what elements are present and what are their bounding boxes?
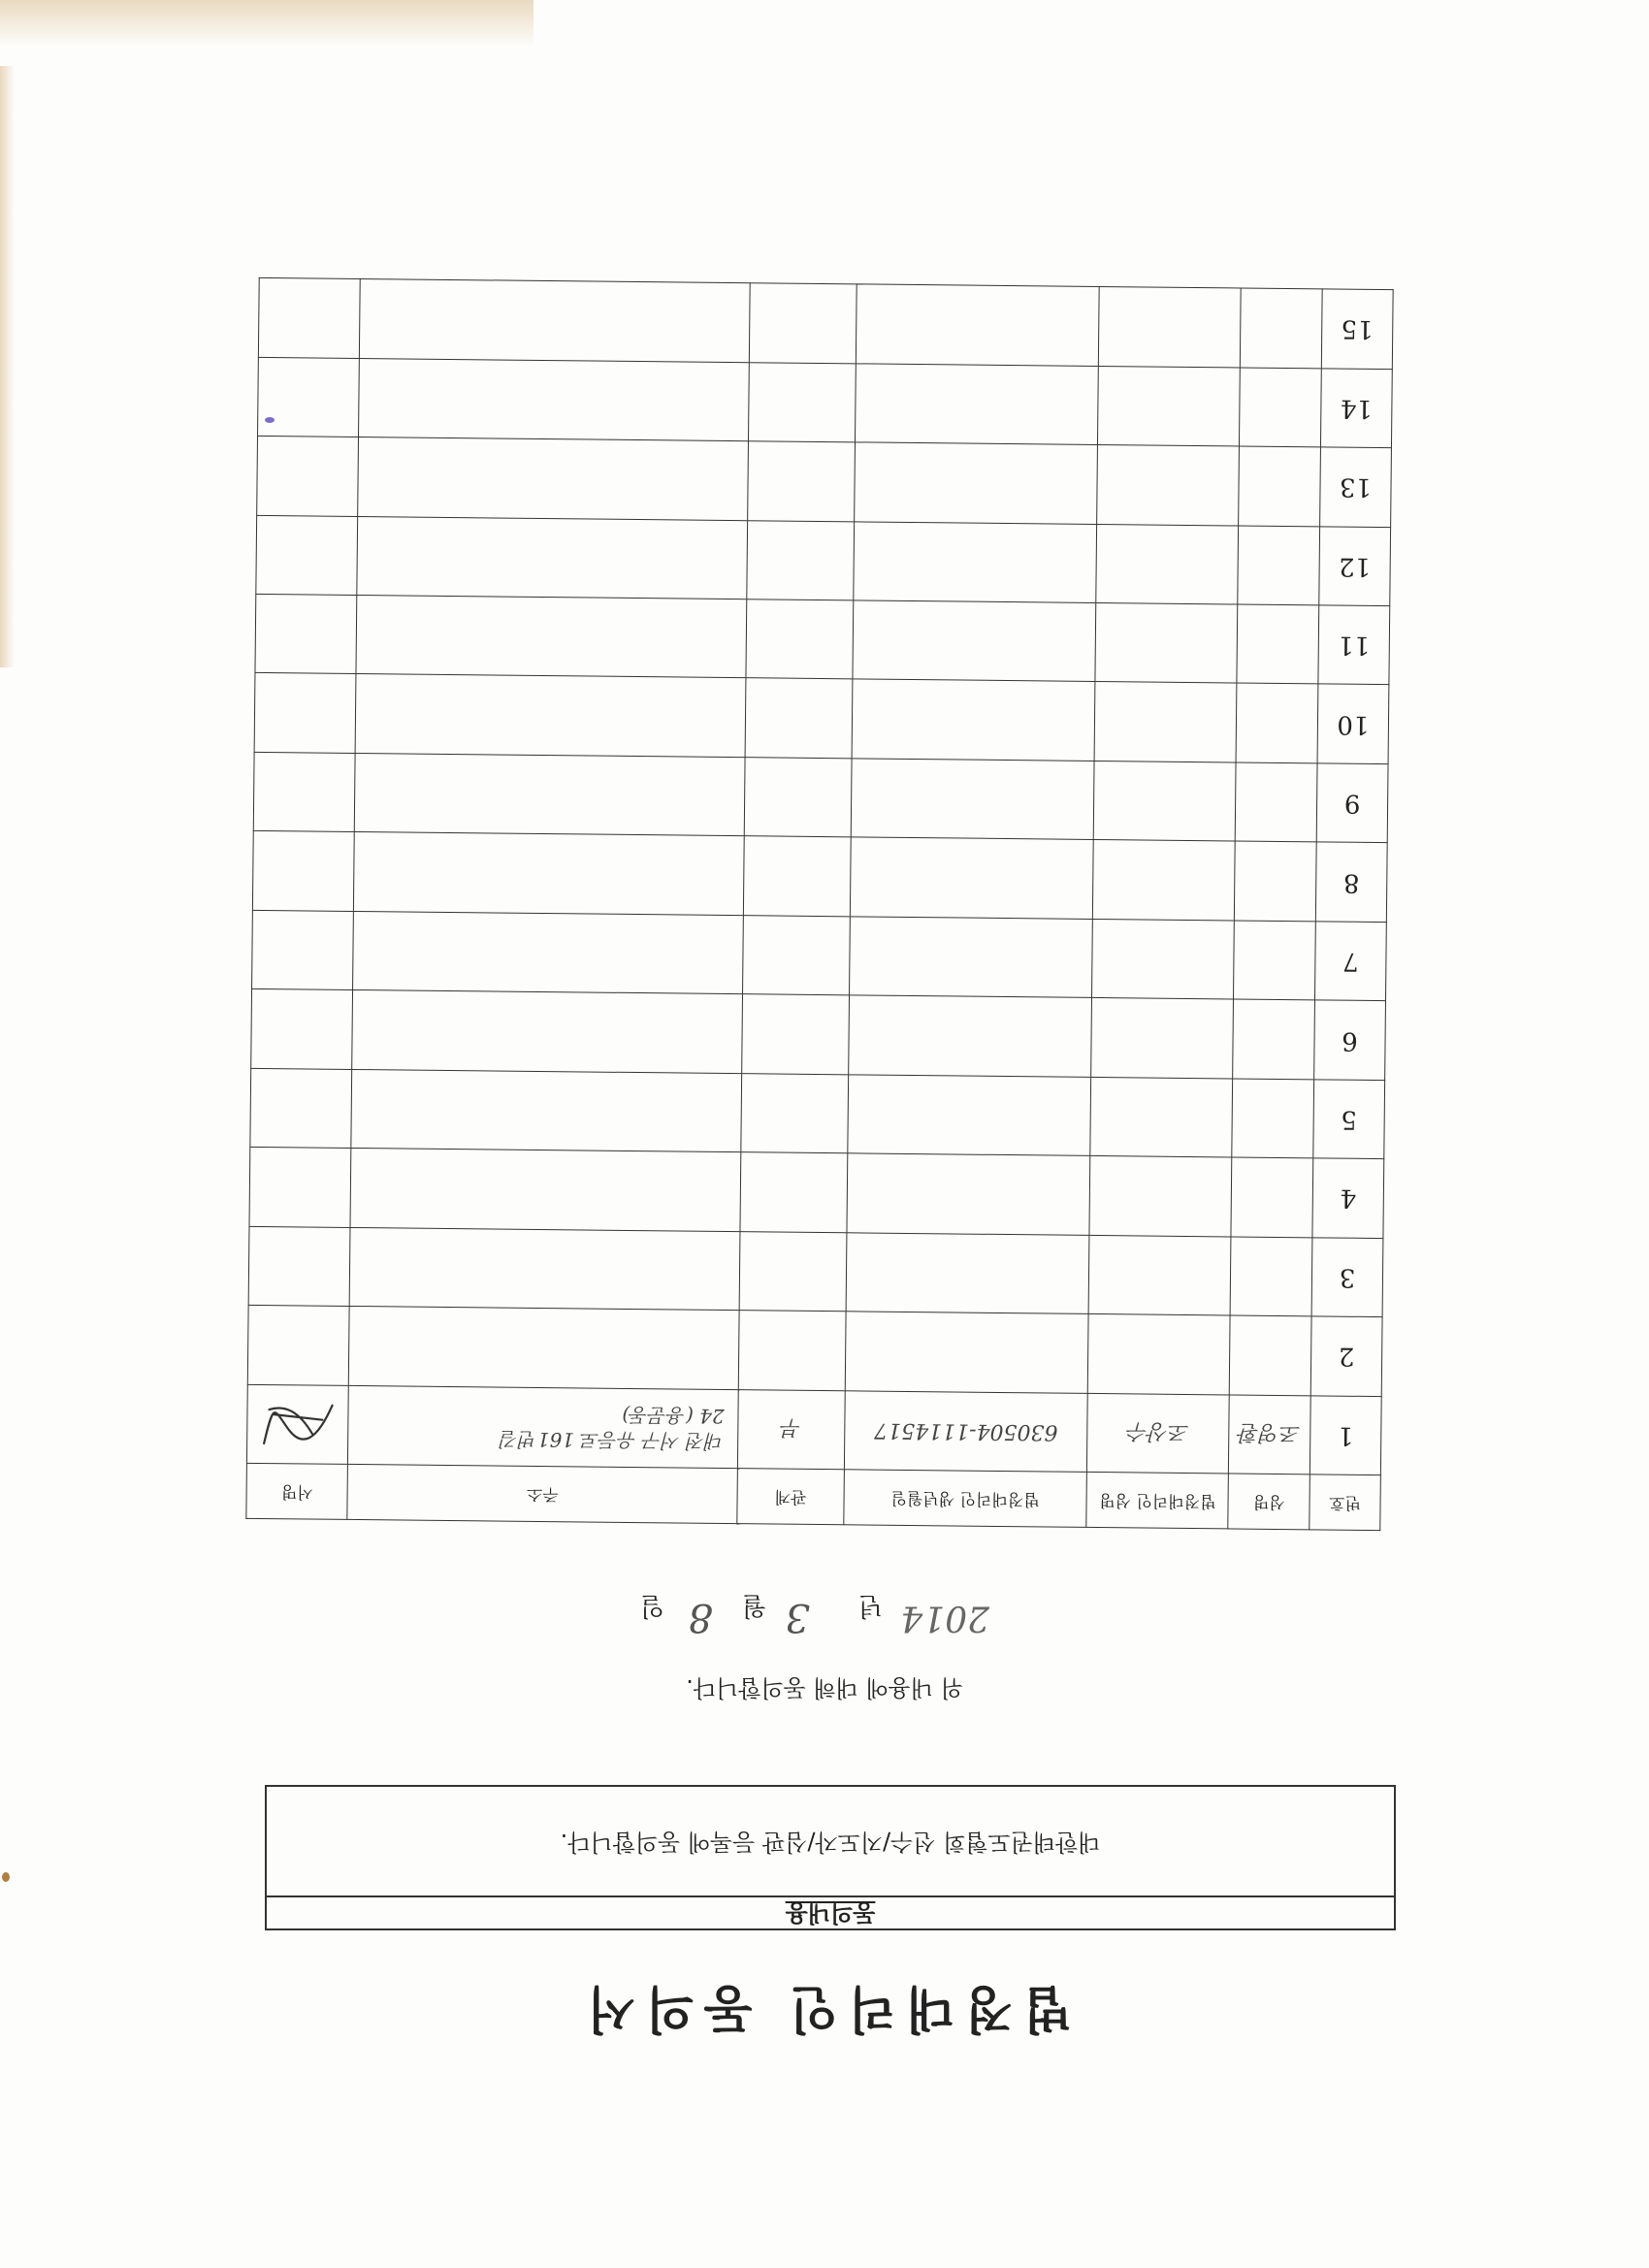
table-row [248,1226,1383,1317]
cell-address [350,1227,741,1311]
cell-name [1231,1157,1312,1237]
address-line-2 [356,793,731,796]
cell-guardian-name [1093,840,1236,921]
cell-guardian-birth: 630504-1114517 [844,1390,1087,1472]
cell-name: 조영환 [1229,1395,1310,1474]
address-line-2 [351,1187,727,1191]
cell-relation [744,836,851,917]
address-line-2 [354,951,729,955]
cell-guardian-name [1095,602,1238,683]
cell-relation [743,916,850,996]
cell-address [359,358,750,441]
cell-address [348,1385,739,1469]
row-number: 2 [1310,1316,1382,1396]
cell-guardian-birth [853,600,1096,682]
table-row [249,1148,1384,1239]
cell-signature [258,277,360,358]
address-line-1 [358,556,733,560]
cell-signature [258,357,360,437]
address-line-2 [360,398,735,402]
cell-guardian-name [1092,919,1235,999]
cell-name [1239,446,1320,526]
date-month-label: 월 [741,1591,766,1620]
row-number: 1 [1310,1395,1381,1474]
row-number: 6 [1314,1000,1386,1080]
consent-heading: 동의내용 [267,1895,1394,1928]
cell-guardian-birth [850,837,1093,919]
date-line [601,1581,989,1639]
cell-name [1236,683,1317,762]
address-line-1 [357,634,732,638]
row-number: 13 [1320,447,1392,527]
address-line-1 [351,1187,727,1191]
address-line-1 [354,951,729,955]
cell-guardian-birth [851,759,1094,840]
address-line-1 [359,476,734,480]
cell-signature [249,1148,351,1228]
row-number: 8 [1315,842,1387,922]
cell-address [360,279,751,363]
consent-body: 대한태권도협회 선수/지도자/심판 등록에 동의합니다. [560,1829,1101,1856]
cell-signature [252,831,354,912]
cell-relation [741,1073,848,1153]
table-row [258,277,1393,369]
cell-address [357,516,748,599]
address-line-1 [356,793,731,796]
cell-name [1231,1237,1312,1316]
table-row [253,752,1388,843]
row-number: 3 [1311,1237,1383,1316]
cell-address [354,832,745,916]
cell-name [1232,1079,1313,1158]
cell-guardian-name: 조상수 [1087,1393,1230,1474]
cell-signature [254,673,356,754]
cell-guardian-birth [852,679,1095,761]
row-number: 15 [1321,289,1393,369]
header-name: 성명 [1228,1474,1310,1530]
cell-signature [256,515,358,596]
row-number: 10 [1317,684,1389,763]
table-row [246,1384,1381,1475]
row-number: 5 [1313,1080,1385,1159]
handwritten-signature [254,1390,342,1459]
table-row [252,910,1387,1001]
address-line-1 [353,1029,728,1033]
ink-dot [265,417,275,423]
address-line-1: 대전 서구 유등로 161번길 [500,1427,725,1453]
paper-stain [0,0,534,47]
cell-address [358,437,749,521]
cell-relation [738,1311,845,1391]
header-guardian-name: 법정대리인 성명 [1086,1472,1229,1529]
cell-relation: 부 [738,1389,845,1470]
cell-name [1233,999,1314,1079]
table-row [252,831,1387,923]
date-day: 8 [688,1595,713,1639]
header-guardian-birth: 법정대리인 생년월일 [844,1470,1087,1528]
cell-guardian-name [1097,445,1240,526]
address-line-2 [357,634,732,638]
table-row [250,1068,1385,1159]
header-signature: 서명 [246,1463,348,1519]
cell-name [1234,921,1315,1000]
cell-guardian-birth [854,521,1097,602]
address-line-2 [359,476,734,480]
cell-guardian-birth [846,1232,1089,1313]
date-day-label: 일 [639,1591,664,1620]
row-number: 7 [1314,922,1386,1001]
address-line-1 [355,872,730,876]
cell-address [350,1149,741,1232]
cell-signature [257,437,359,517]
cell-relation [739,1231,846,1312]
cell-relation [749,362,856,442]
cell-name [1236,762,1317,842]
consent-box [265,1785,1396,1930]
cell-relation [746,599,853,680]
cell-relation [745,678,852,759]
cell-name [1237,604,1318,684]
paper-spot [2,1872,10,1882]
address-line-1 [356,714,731,718]
cell-signature [247,1305,349,1385]
cell-signature [252,910,354,990]
cell-address [355,674,746,758]
cell-relation [747,520,854,600]
cell-name [1240,368,1321,447]
cell-guardian-name [1098,366,1241,446]
cell-name [1235,841,1316,921]
cell-relation [748,441,855,522]
address-line-2 [358,556,733,560]
cell-name [1238,526,1319,605]
cell-address [356,596,747,679]
cell-guardian-birth [854,442,1097,524]
date-month: 3 [785,1595,810,1639]
cell-relation [740,1152,847,1233]
table-row [258,357,1393,448]
cell-guardian-name [1089,1156,1232,1237]
cell-address [353,911,744,994]
date-year: 2014 [900,1598,989,1637]
address-line-2: 24 (용문동) [622,1403,725,1428]
cell-guardian-name [1090,1077,1233,1157]
address-line-2 [350,1345,726,1349]
cell-guardian-birth [849,917,1092,998]
cell-address [351,1069,742,1152]
header-no: 번호 [1310,1474,1381,1531]
row-number: 12 [1319,526,1391,605]
address-line-2 [352,1109,728,1113]
cell-relation [744,758,851,838]
row-number: 4 [1312,1158,1384,1238]
row-number: 11 [1318,605,1390,685]
address-line-1 [350,1345,726,1349]
cell-guardian-birth [847,1153,1090,1235]
address-line-2 [353,1029,728,1033]
table-row [254,673,1389,764]
address-line-1 [360,398,735,402]
table-row [257,437,1392,528]
address-line-2 [350,1267,726,1271]
table-row [247,1305,1382,1396]
header-relation: 관계 [737,1469,844,1525]
address-line-1 [361,318,736,322]
row-number: 9 [1316,763,1388,843]
cell-guardian-birth [848,995,1091,1077]
guardian-table [245,277,1393,1531]
cell-signature [250,1068,352,1149]
address-line-2 [361,318,736,322]
cell-signature [246,1384,348,1465]
cell-guardian-birth [855,364,1098,445]
date-year-label: 년 [857,1591,883,1620]
cell-address [352,990,743,1074]
cell-guardian-birth [848,1075,1091,1156]
cell-signature [251,989,353,1070]
cell-guardian-name [1088,1314,1231,1395]
cell-signature [248,1226,350,1307]
header-address: 주소 [347,1464,737,1523]
address-line-1 [350,1267,726,1271]
table-row [251,989,1386,1081]
cell-name [1241,288,1322,369]
cell-signature [253,752,355,832]
cell-guardian-name [1088,1235,1231,1315]
address-line-2 [356,714,731,718]
cell-guardian-birth [845,1312,1088,1393]
cell-name [1230,1315,1311,1395]
document-title: 법정대리인 동의서 [577,1979,1072,2037]
cell-signature [255,594,357,674]
cell-relation [742,994,849,1075]
row-number: 14 [1320,369,1392,448]
cell-guardian-birth [856,284,1099,366]
paper-edge-stain [0,66,15,667]
cell-guardian-name [1094,761,1237,841]
cell-relation [750,283,857,364]
cell-guardian-name [1094,682,1237,762]
cell-address [355,753,746,836]
cell-guardian-name [1096,524,1239,604]
table-row [255,594,1390,685]
agreement-text: 위 내용에 대해 동의합니다. [686,1674,963,1701]
cell-guardian-name [1091,998,1234,1079]
address-line-1 [352,1109,728,1113]
address-line-2 [355,872,730,876]
cell-guardian-name [1099,286,1242,367]
table-row [256,515,1391,606]
cell-address [349,1307,740,1390]
